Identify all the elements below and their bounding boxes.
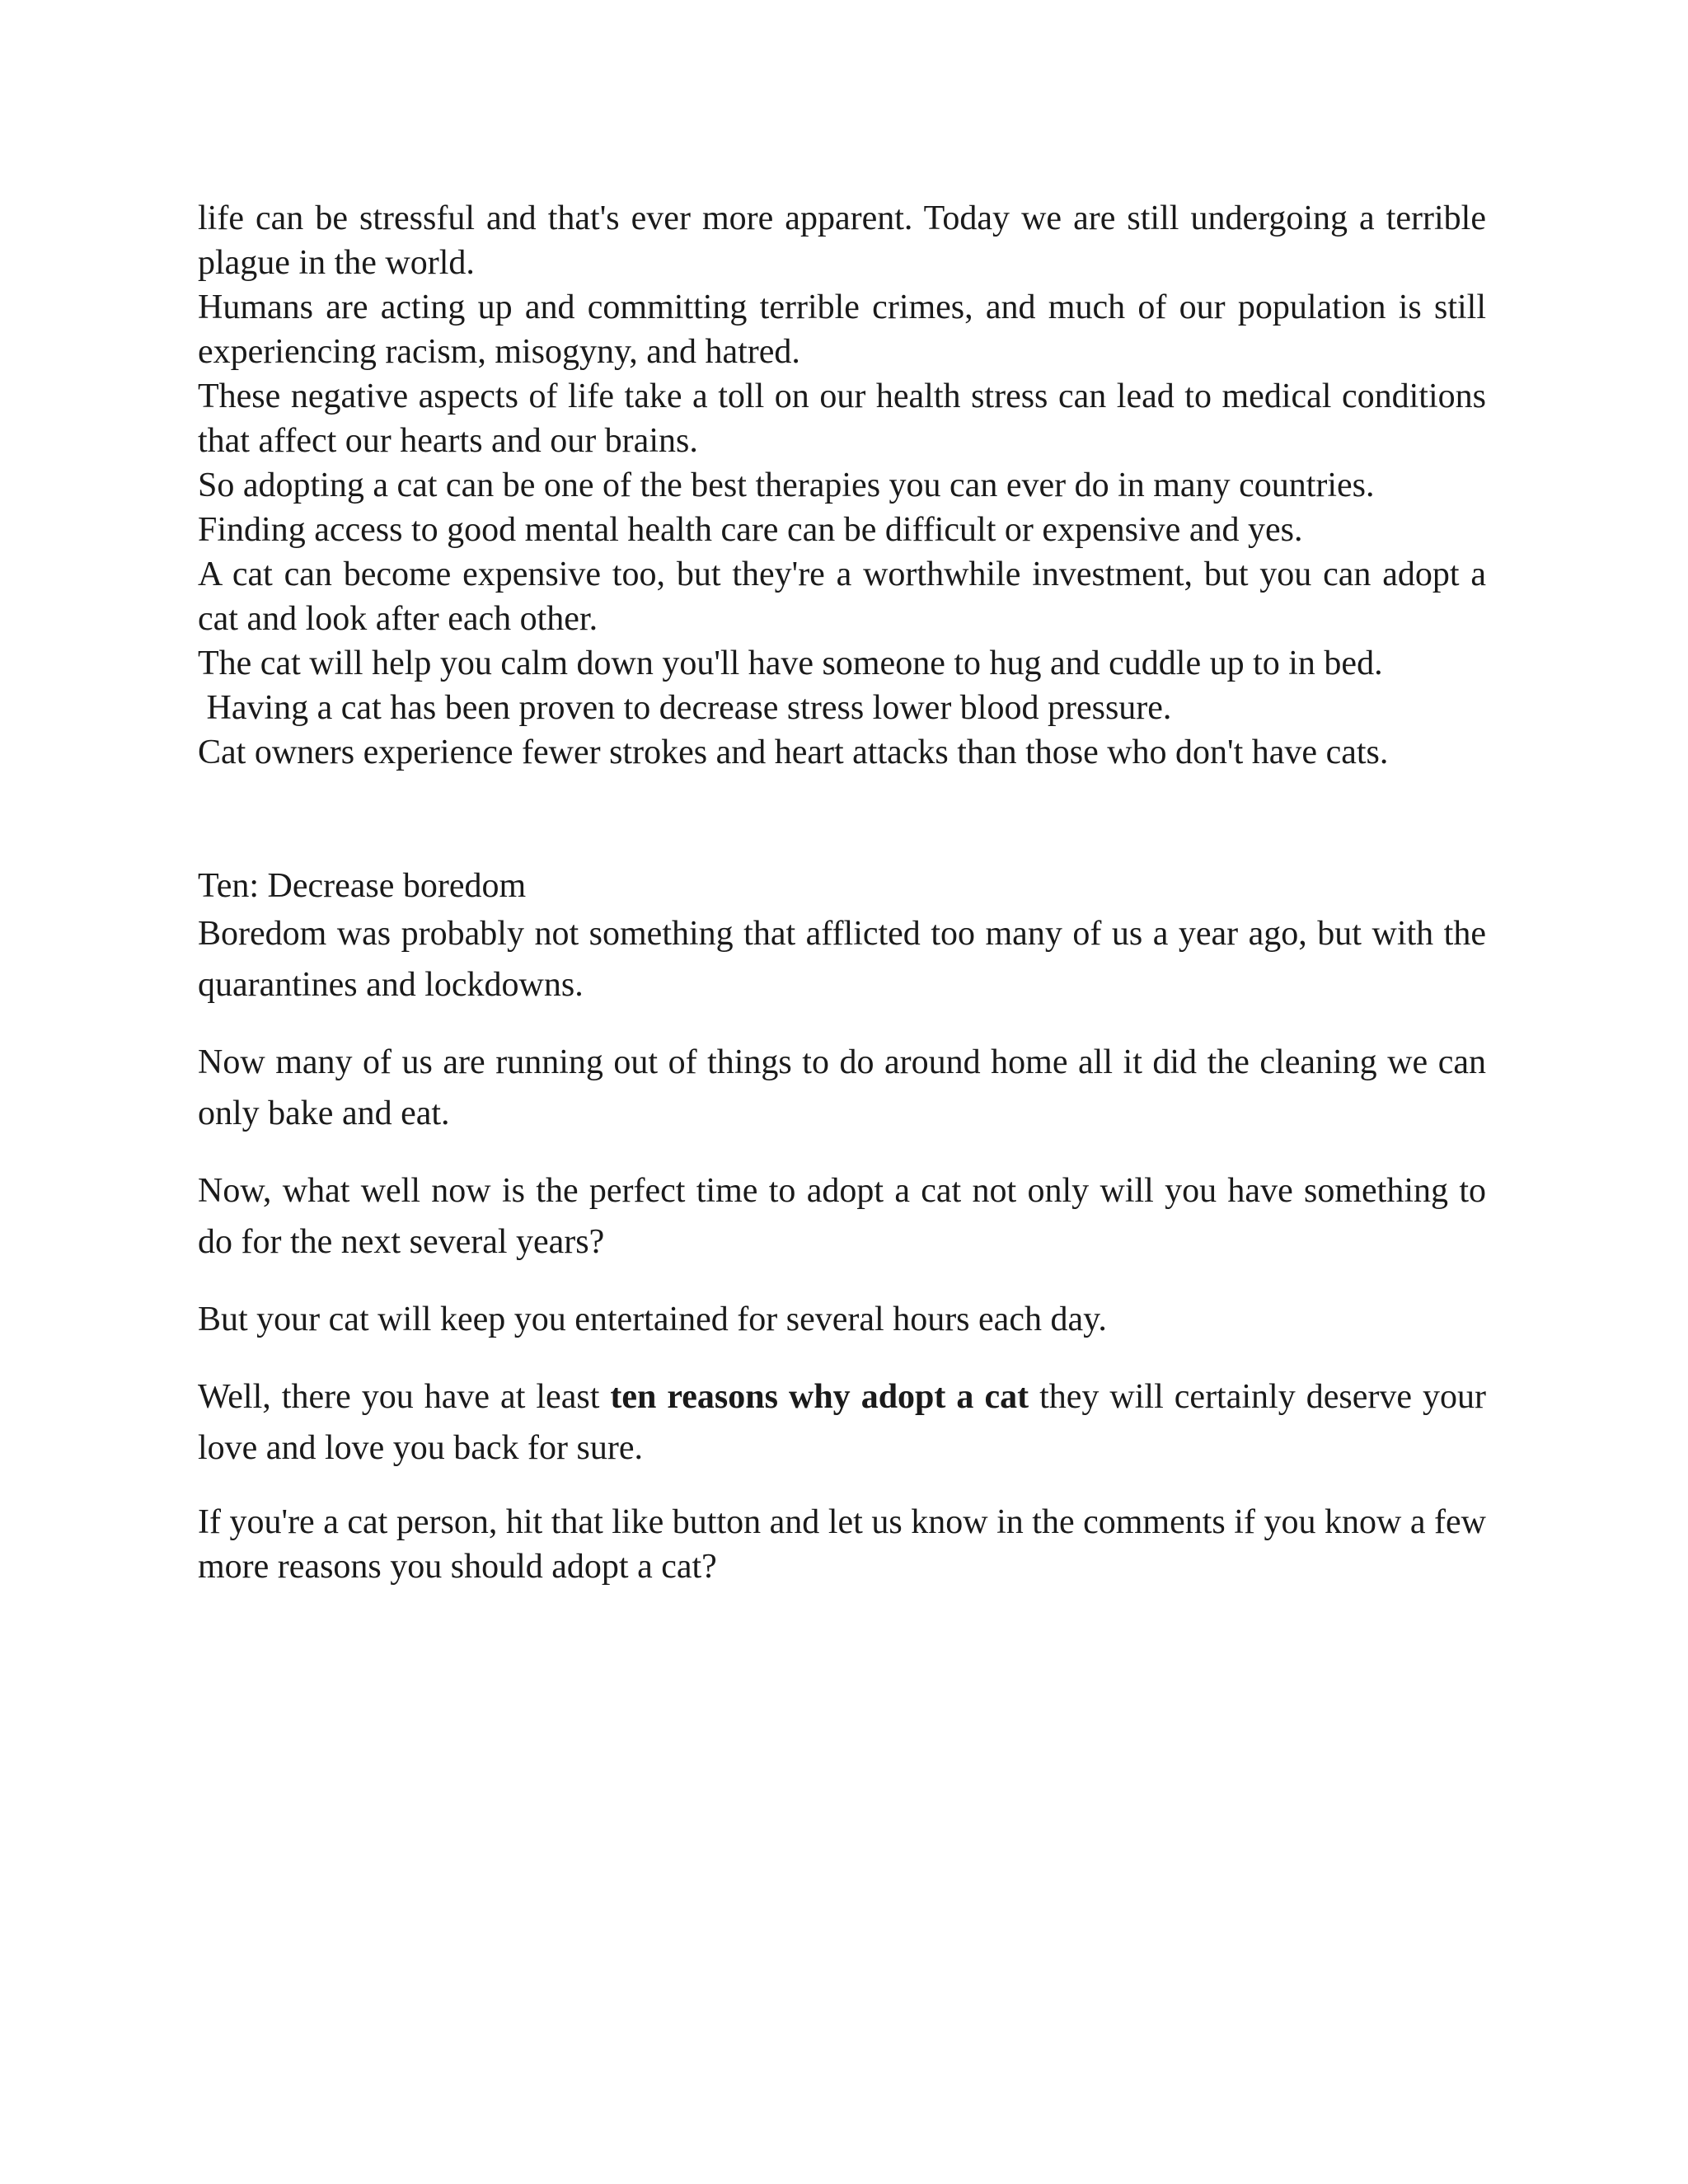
closing-text-end: they will certainly deserve your love and love you back for sure. bbox=[198, 1378, 1486, 1467]
paragraph-negative-aspects: These negative aspects of life take a toll on our health stress can lead to medical conditions that affect our hearts and our brains. bbox=[198, 377, 1486, 460]
paragraph-life-stressful: life can be stressful and that's ever more apparent. Today we are still undergoing a terrible plague in the world. bbox=[198, 199, 1486, 282]
document-body bbox=[198, 196, 1486, 1615]
paragraph-entertained: But your cat will keep you entertained for several hours each day. bbox=[198, 1301, 1107, 1338]
paragraph-perfect-time: Now, what well now is the perfect time to adopt a cat not only will you have something to do for the next several years? bbox=[198, 1172, 1486, 1261]
section-heading: Ten: Decrease boredom bbox=[198, 867, 527, 905]
section-gap bbox=[198, 775, 1486, 864]
paragraph-cat-expensive: A cat can become expensive too, but they're a worthwhile investment, but you can adopt a cat and look after each other. bbox=[198, 555, 1486, 638]
paragraph-humans-crimes: Humans are acting up and committing terrible crimes, and much of our population is still experiencing racism, misogyny, and hatred. bbox=[198, 288, 1486, 371]
closing-bold-phrase: ten reasons why adopt a cat bbox=[610, 1378, 1029, 1416]
paragraph-mental-health-care: Finding access to good mental health care can be difficult or expensive and yes. bbox=[198, 511, 1303, 549]
paragraph-running-out: Now many of us are running out of things to do around home all it did the cleaning we can only bake and eat. bbox=[198, 1043, 1486, 1132]
paragraph-fewer-strokes: Cat owners experience fewer strokes and heart attacks than those who don't have cats. bbox=[198, 733, 1389, 771]
closing-text-start: Well, there you have at least bbox=[198, 1378, 611, 1416]
paragraph-adopting-therapy: So adopting a cat can be one of the best therapies you can ever do in many countries. bbox=[198, 466, 1375, 504]
paragraph-boredom: Boredom was probably not something that afflicted too many of us a year ago, but with the quarantines and lockdowns. bbox=[198, 915, 1486, 1004]
paragraph-calm-down: The cat will help you calm down you'll have someone to hug and cuddle up to in bed. bbox=[198, 644, 1383, 682]
paragraph-decrease-stress: Having a cat has been proven to decrease stress lower blood pressure. bbox=[198, 689, 1172, 727]
paragraph-closing bbox=[198, 1371, 1486, 1474]
paragraph-final: If you're a cat person, hit that like button and let us know in the comments if you know a few more reasons you should adopt a cat? bbox=[198, 1503, 1486, 1586]
